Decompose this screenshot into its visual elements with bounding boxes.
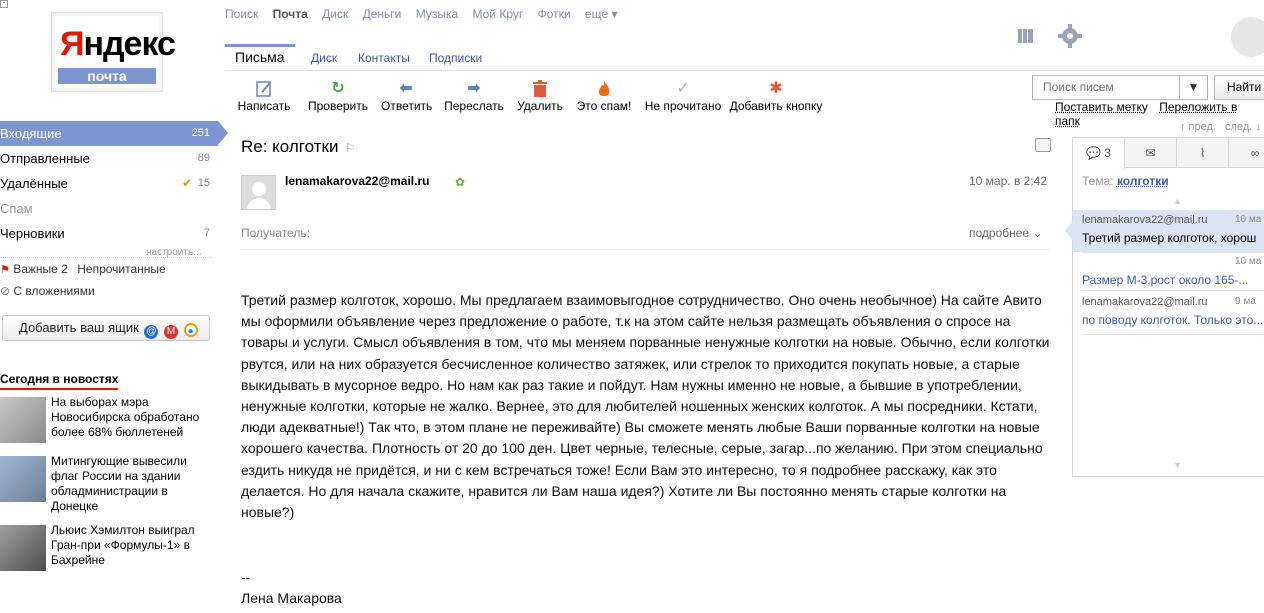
unread-check-icon: ✓ xyxy=(676,80,690,97)
forward-button[interactable]: ➡ Переслать xyxy=(444,80,504,113)
add-button-button[interactable]: ✱ Добавить кнопку xyxy=(729,80,823,113)
label-attachments: С вложениями xyxy=(13,284,95,298)
at-icon: @ xyxy=(146,326,157,337)
nav-more[interactable]: ещё ▾ xyxy=(584,7,618,21)
tab-thread[interactable]: 💬 3 xyxy=(1073,138,1125,169)
verified-sender-icon: ✿ xyxy=(455,175,466,189)
check-mail-button[interactable]: ↻ Проверить xyxy=(308,80,369,113)
yandex-mail-logo[interactable] xyxy=(51,12,175,92)
message-body: Третий размер колготок, хорошо. Мы предлагаем взаимовыгодное сотрудничество. Оно очень необычное) На сайте Авито мы оформили объявление через предложение о работе, т.к на этом сайте нельзя размещать объявления о спросе на товары и услуги. Смысл объявления в том, что мы меняем порванные ненужные колготки на новые. Обычно, если колготки рвутся, или на них образуется бесчисленное количество затяжек, или стрелок то приходится покупать новые, а старые выкидывать в мусорное ведро. Но нам как раз такие и пойдут. Нам нужны именно не новые, а бывшие в употреблении, ненужные колготки, которые не жалко. Вернее, это для любителей ношенных женских колготок. А мы посредники. Кстати, люди адекватные!) Так что, в этом плане не переживайте) Вы сможете менять любые Ваши порванные колготки на новые хорошего качества. Плотность от 20 до 100 ден. Цвет черные, телесные, серые, загар...по желанию. При этом специально ездить никуда не придётся, и ни с кем встречаться тоже! Если Вам это интересно, то я подробнее расскажу, как это делается. Но для начала скажите, нравится ли Вам наша идея?) Хотите ли Вы постоянно менять старые колготки на новые?) xyxy=(241,292,1050,521)
tab-links[interactable] xyxy=(1229,138,1264,168)
label-unread[interactable]: Непрочитанные xyxy=(77,262,166,276)
set-label-link[interactable]: Поставить метку xyxy=(1055,100,1148,114)
paperclip-icon: ⊘ xyxy=(0,284,11,298)
news-thumbnail xyxy=(0,525,46,571)
label-important-count: 2 xyxy=(61,262,68,276)
news-headline[interactable]: На выборах мэра Новосибирска обработано более 68% бюллетеней xyxy=(51,395,200,439)
folder-deleted[interactable]: Удалённые ✔ 15 xyxy=(0,171,218,196)
folder-drafts[interactable]: Черновики 7 xyxy=(0,226,210,241)
search-button[interactable]: Найти xyxy=(1214,75,1264,100)
gmail-icon: M xyxy=(164,325,178,339)
envelope-icon: ✉ xyxy=(1145,146,1156,160)
tab-attachments[interactable] xyxy=(1177,138,1229,168)
flag-icon: ⚑ xyxy=(0,264,10,276)
folder-settings-link[interactable]: настроить... xyxy=(146,247,202,258)
reply-button[interactable]: ⬅ Ответить xyxy=(381,80,433,113)
rambler-icon: ● xyxy=(184,323,198,337)
message-date: 10 мар. в 2:42 xyxy=(969,174,1048,188)
tab-contacts[interactable]: Контакты xyxy=(358,51,410,65)
reply-icon: ⬅ xyxy=(399,80,413,97)
mail-search-input[interactable]: Поиск писем xyxy=(1032,75,1180,100)
divider xyxy=(1082,334,1264,335)
nav-mail[interactable]: Почта xyxy=(272,7,308,21)
message-signature: -- Лена Макарова xyxy=(241,569,342,606)
themes-icon[interactable] xyxy=(1016,26,1036,46)
news-thumbnail xyxy=(0,456,46,502)
compose-button[interactable]: Написать xyxy=(236,79,292,113)
flag-icon[interactable]: ⚐ xyxy=(344,141,356,155)
tab-subscriptions[interactable]: Подписки xyxy=(429,51,483,65)
thread-tabs xyxy=(1073,138,1264,168)
add-button-icon: ✱ xyxy=(769,80,783,97)
paperclip-icon: ⌇ xyxy=(1199,146,1206,160)
recipient-label: Получатель: xyxy=(241,226,310,240)
expand-icon[interactable]: - xyxy=(0,0,8,8)
spam-button[interactable]: Это спам! xyxy=(576,79,632,113)
tab-disk[interactable]: Диск xyxy=(311,51,338,65)
add-mailbox-label: Добавить ваш ящик xyxy=(19,320,139,335)
move-to-folder-link[interactable]: Переложить в папк xyxy=(1055,100,1238,128)
trash-icon xyxy=(530,79,550,99)
spam-fire-icon xyxy=(594,79,614,99)
folder-sent[interactable]: Отправленные 89 xyxy=(0,151,210,166)
mark-unread-button[interactable]: ✓ Не прочитано xyxy=(644,80,722,113)
labels-row xyxy=(0,262,166,276)
sidebar xyxy=(0,0,220,613)
news-headline[interactable]: Льюис Хэмилтон выиграл Гран-при «Формулы-1» в Бахрейне xyxy=(51,523,195,567)
logo-wordmark: Яндекс xyxy=(60,25,175,63)
folder-inbox[interactable]: Входящие 251 xyxy=(0,121,218,146)
nav-photos[interactable]: Фотки xyxy=(537,7,571,21)
nav-money[interactable]: Деньги xyxy=(362,7,402,21)
gear-icon[interactable] xyxy=(1058,24,1082,48)
thread-icon: 💬 xyxy=(1086,146,1101,160)
scroll-down-icon[interactable]: ▼ xyxy=(1173,460,1182,470)
label-attachments-row[interactable] xyxy=(0,284,95,298)
tab-letters[interactable]: Письма xyxy=(225,44,295,70)
thread-navigation xyxy=(1180,121,1261,133)
services-nav xyxy=(225,7,628,21)
divider xyxy=(1082,290,1264,291)
print-icon[interactable] xyxy=(1035,138,1051,152)
tabs-divider xyxy=(225,70,1264,71)
folder-list xyxy=(0,121,218,246)
next-message-link[interactable]: след. ↓ xyxy=(1225,121,1261,133)
chevron-down-icon: ⌄ xyxy=(1032,226,1043,240)
nav-moikrug[interactable]: Мой Круг xyxy=(472,7,524,21)
search-options-dropdown[interactable]: ▼ xyxy=(1180,75,1208,100)
message-subject: Re: колготки ⚐ xyxy=(241,137,356,156)
news-headline[interactable]: Митингующие вывесили флаг России на здании обладминистрации в Донецке xyxy=(51,454,187,513)
thread-topic: Тема: колготки xyxy=(1082,174,1169,188)
scroll-up-icon[interactable]: ▲ xyxy=(1173,196,1182,206)
label-important[interactable]: Важные xyxy=(13,262,58,276)
folder-spam[interactable]: Спам xyxy=(0,201,33,216)
nav-search[interactable]: Поиск xyxy=(225,7,259,21)
refresh-icon: ↻ xyxy=(331,80,345,97)
news-title[interactable]: Сегодня в новостях xyxy=(0,372,118,390)
details-toggle[interactable]: подробнее ⌄ xyxy=(969,226,1043,240)
tab-envelope[interactable] xyxy=(1125,138,1177,168)
nav-disk[interactable]: Диск xyxy=(322,7,349,21)
news-thumbnail xyxy=(0,397,46,443)
thread-panel xyxy=(1072,137,1264,477)
add-mailbox-button[interactable] xyxy=(2,315,210,341)
thread-item[interactable]: lenamakarova22@mail.ru 9 ма по поводу колготок. Только это... xyxy=(1082,296,1264,327)
sender-avatar xyxy=(241,175,276,210)
nav-music[interactable]: Музыка xyxy=(415,7,459,21)
logo-product-label: почта xyxy=(58,68,156,84)
clean-folder-icon[interactable]: ✔ xyxy=(181,176,192,190)
prev-message-link[interactable]: ↑ пред. xyxy=(1180,121,1216,133)
thread-item[interactable]: lenamakarova22@mail.ru 10 ма Третий размер колготок, хорош xyxy=(1073,210,1264,252)
forward-icon: ➡ xyxy=(467,80,481,97)
sender-email[interactable]: lenamakarova22@mail.ru xyxy=(285,174,430,188)
thread-topic-link[interactable]: колготки xyxy=(1116,174,1169,188)
compose-icon xyxy=(254,79,274,99)
delete-button[interactable]: Удалить xyxy=(517,79,563,113)
user-avatar[interactable] xyxy=(1231,17,1264,57)
header-divider xyxy=(241,249,1050,250)
link-icon: ∞ xyxy=(1250,146,1260,160)
thread-item[interactable]: 10 ма Размер М-3,рост около 165-... xyxy=(1082,256,1262,287)
